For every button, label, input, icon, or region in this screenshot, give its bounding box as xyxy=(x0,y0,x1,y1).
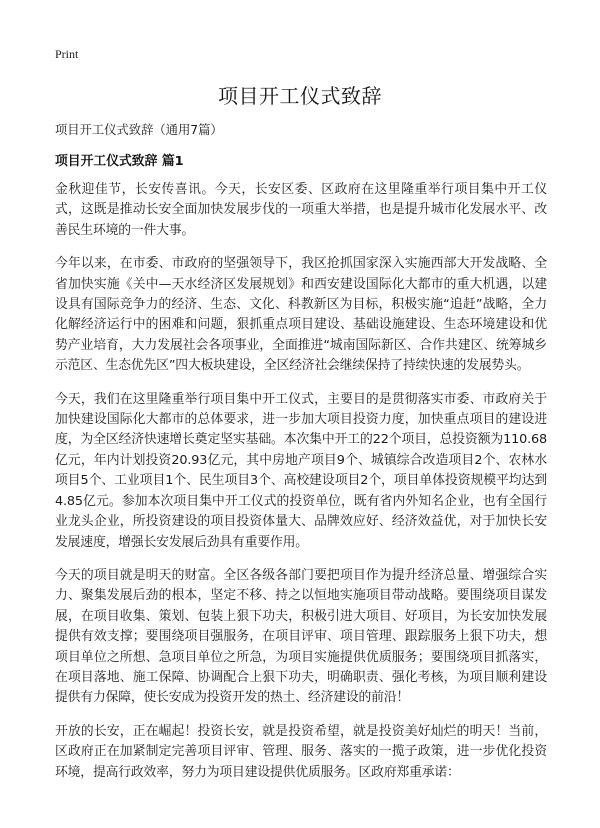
paragraph-3: 今天，我们在这里隆重举行项目集中开工仪式，主要目的是贯彻落实市委、市政府关于加快建设国际化大都市的总体要求，进一步加大项目投资力度，加快重点项目的建设进度，为全区经济快速增长奠定坚实基础。本次集中开工的22个项目，总投资额为110.68亿元，年内计划投资20.93亿元，其中房地产项目9个、城镇综合改造项目2个、农林水项目5个、工业项目1个、民生项目3个、高校建设项目2个，项目单体投资规模平均达到4.85亿元。参加本次项目集中开工仪式的投资单位，既有省内外知名企业，也有全国行业龙头企业，所投资建设的项目投资体量大、品牌效应好、经济效益优，对于加快长安发展速度，增强长安发展后劲具有重要作用。 xyxy=(55,391,547,550)
document-title: 项目开工仪式致辞 xyxy=(218,84,382,108)
print-link[interactable]: Print xyxy=(55,47,79,61)
paragraph-4: 今天的项目就是明天的财富。全区各级各部门要把项目作为提升经济总量、增强综合实力、聚集发展后劲的根本，坚定不移、持之以恒地实施项目带动战略。要围绕项目谋发展，在项目收集、策划、包装上狠下功夫，积极引进大项目、好项目，为长安加快发展提供有效支撑；要围绕项目强服务，在项目评审、项目管理、跟踪服务上狠下功夫，想项目单位之所想、急项目单位之所急，为项目实施提供优质服务；要围绕项目抓落实，在项目落地、施工保障、协调配合上狠下功夫，明确职责、强化考核，为项目顺利建设提供有力保障，使长安成为投资开发的热土、经济建设的前沿！ xyxy=(55,567,547,706)
section-heading: 项目开工仪式致辞 篇1 xyxy=(55,154,184,169)
paragraph-2: 今年以来，在市委、市政府的坚强领导下，我区抢抓国家深入实施西部大开发战略、全省加快实施《关中—天水经济区发展规划》和西安建设国际化大都市的重大机遇，以建设具有国际竞争力的经济、生态、文化、科教新区为目标，积极实施“追赶”战略，全力化解经济运行中的困难和问题，狠抓重点项目建设、基础设施建设、生态环境建设和优势产业培育，大力发展社会各项事业，全面推进“城南国际新区、合作共建区、统筹城乡示范区、生态优先区”四大板块建设，全区经济社会继续保持了持续快速的发展势头。 xyxy=(55,256,547,374)
paragraph-1: 金秋迎佳节，长安传喜讯。今天，长安区委、区政府在这里隆重举行项目集中开工仪式，这既是推动长安全面加快发展步伐的一项重大举措，也是提升城市化发展水平、改善民生环境的一件大事。 xyxy=(55,182,547,238)
article-body xyxy=(55,180,547,796)
paragraph-5: 开放的长安，正在崛起！投资长安，就是投资希望，就是投资美好灿烂的明天！当前，区政府正在加紧制定完善项目评审、管理、服务、落实的一揽子政策，进一步优化投资环境，提高行政效率，努力为项目建设提供优质服务。区政府郑重承诺： xyxy=(55,723,547,780)
document-subtitle: 项目开工仪式致辞（通用7篇） xyxy=(55,123,223,137)
